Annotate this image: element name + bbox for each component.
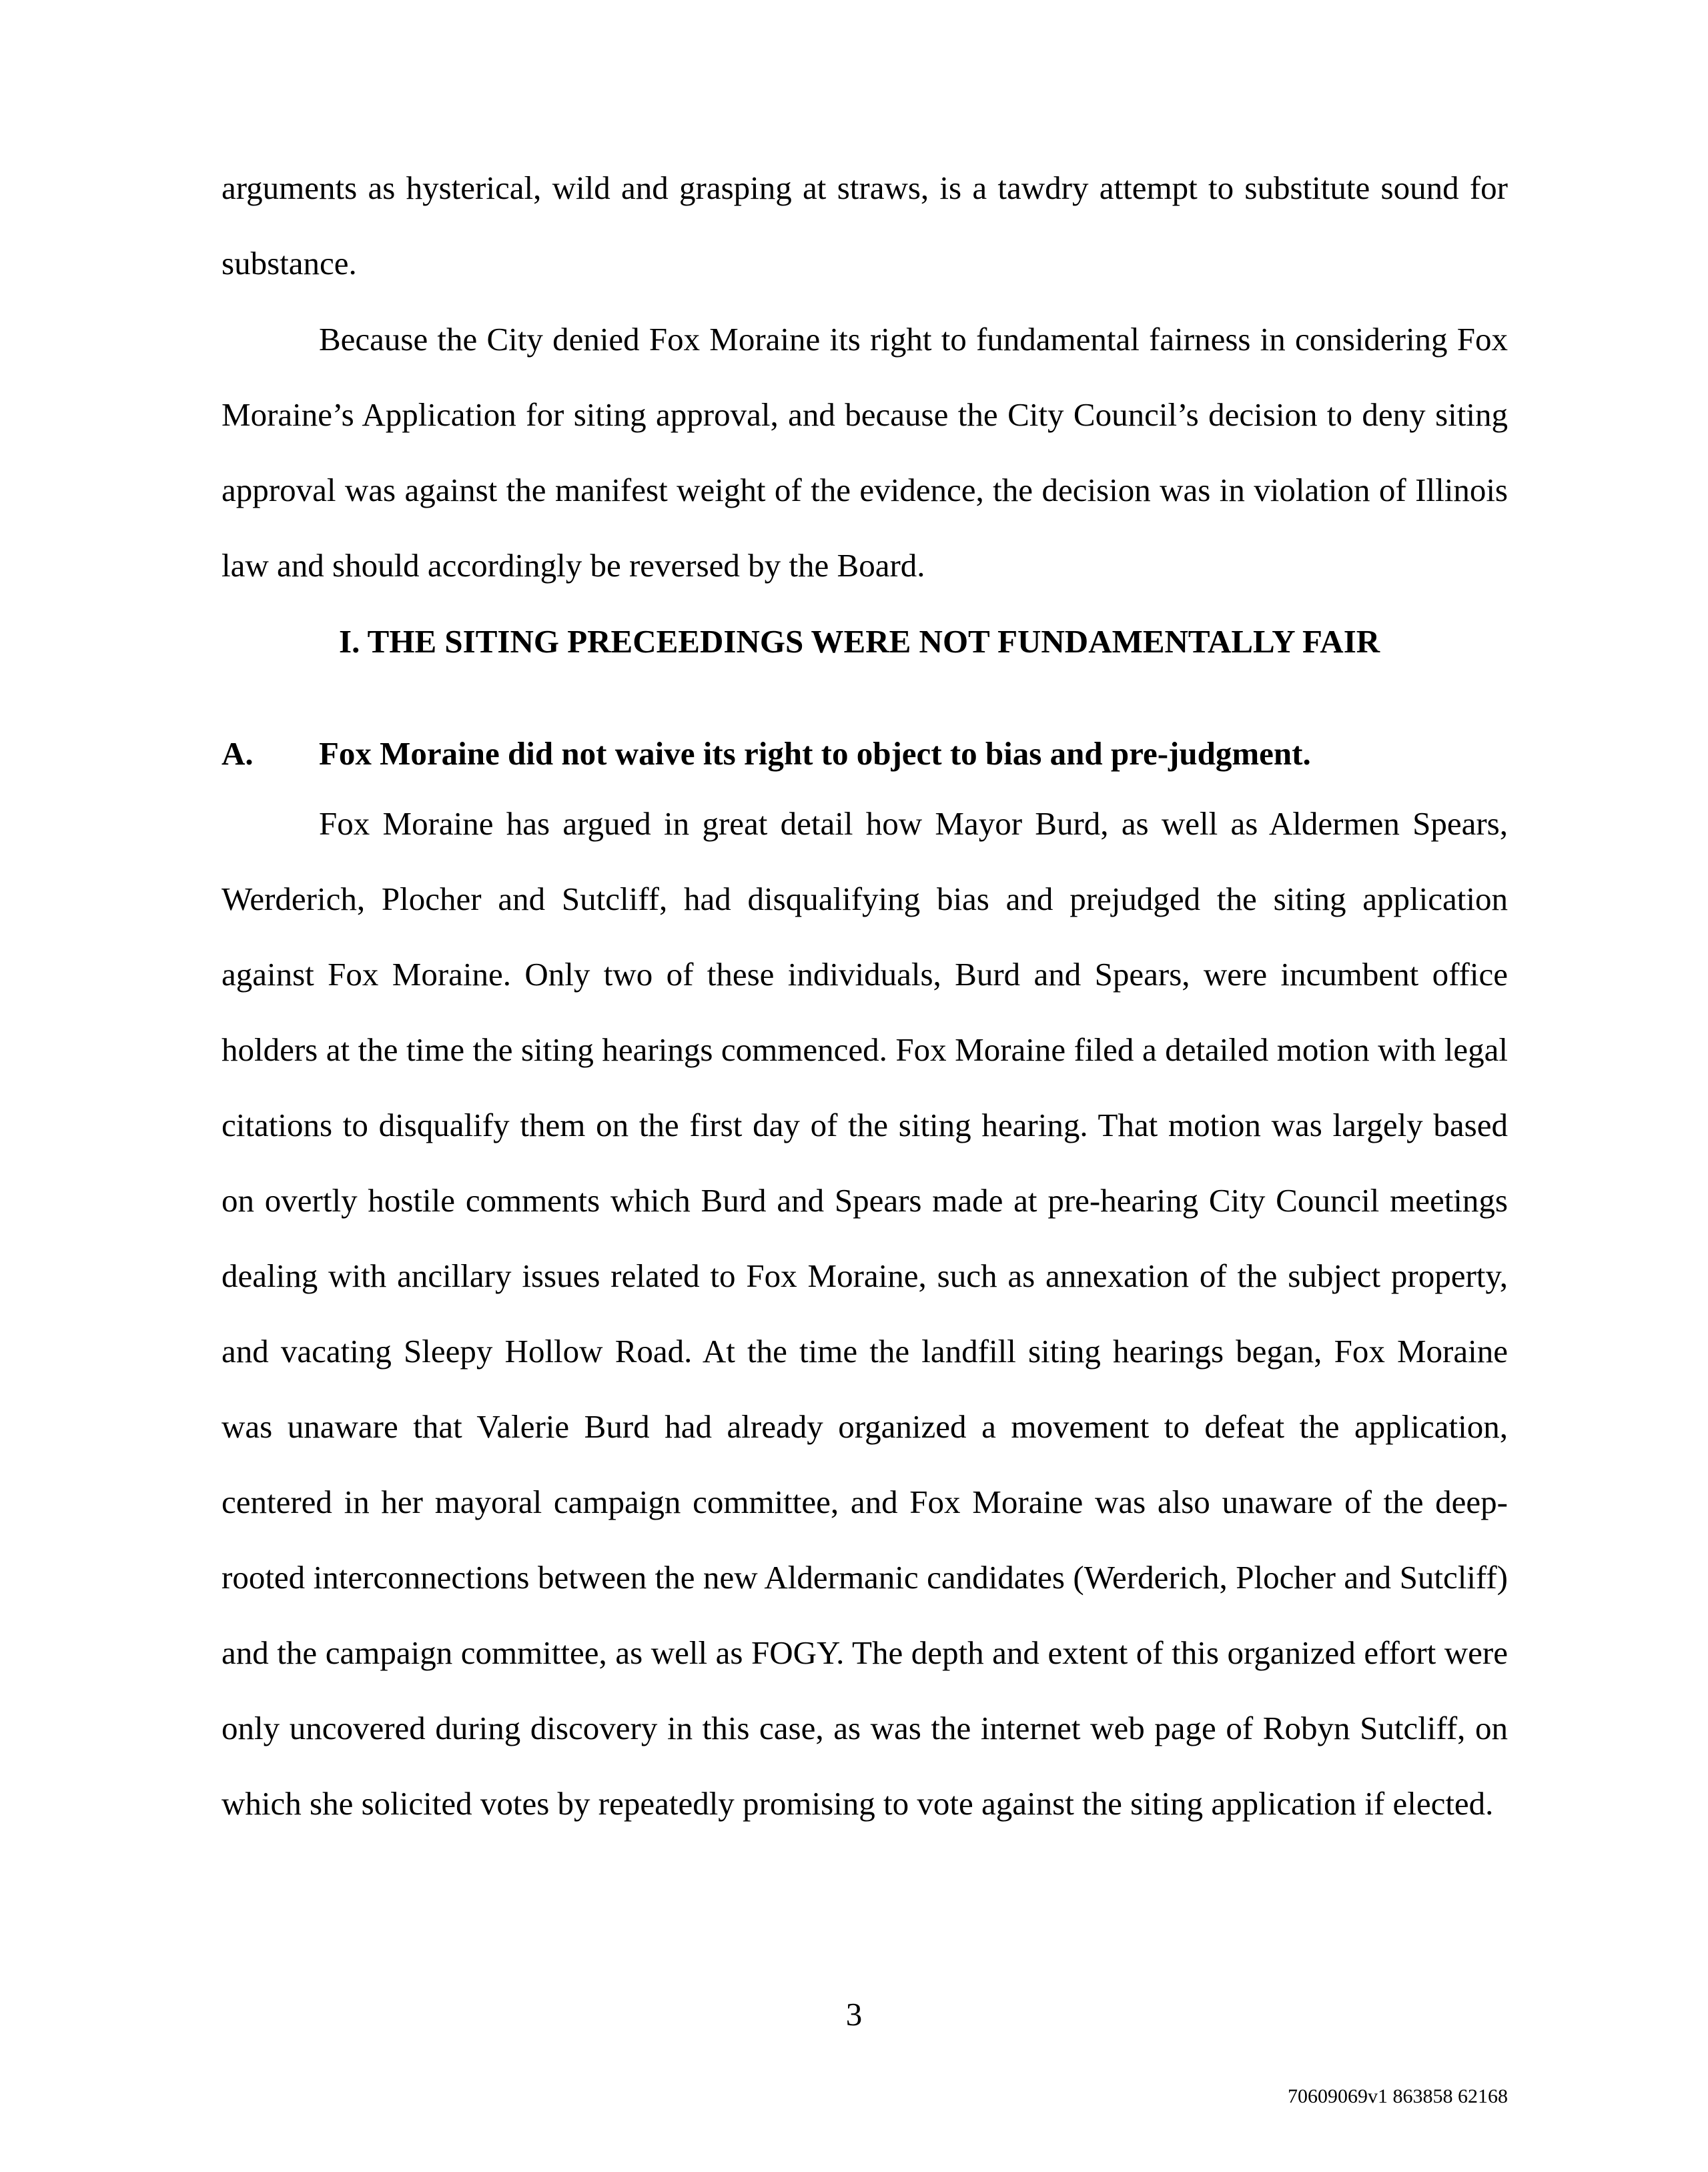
page-number: 3 [845,1996,863,2033]
paragraph-conclusion: Because the City denied Fox Moraine its right to fundamental fairness in considering Fox Moraine’s Application for siting approval, and because the City Council’s decision to deny siting approval was against the manifest weight of the evidence, the decision was in violation of Illinois law and should accordingly be reversed by the Board. [222,321,1508,584]
document-id: 70609069v1 863858 62168 [1288,2085,1508,2107]
paragraph-continuation: arguments as hysterical, wild and grasping at straws, is a tawdry attempt to substitute sound for substance. [222,169,1508,282]
subsection-label: A. [222,735,254,772]
subsection-heading-a [222,716,1508,791]
subsection-title: Fox Moraine did not waive its right to object to bias and pre-judgment. [319,735,1311,772]
paragraph-argument: Fox Moraine has argued in great detail how Mayor Burd, as well as Aldermen Spears, Werderich, Plocher and Sutcliff, had disqualifying bias and prejudged the siting application against Fox Moraine. Only two of these individuals, Burd and Spears, were incumbent office holders at the time the siting hearings commenced. Fox Moraine filed a detailed motion with legal citations to disqualify them on the first day of the siting hearing. That motion was largely based on overtly hostile comments which Burd and Spears made at pre-hearing City Council meetings dealing with ancillary issues related to Fox Moraine, such as annexation of the subject property, and vacating Sleepy Hollow Road. At the time the landfill siting hearings began, Fox Moraine was unaware that Valerie Burd had already organized a movement to defeat the application, centered in her mayoral campaign committee, and Fox Moraine was also unaware of the deep-rooted interconnections between the new Aldermanic candidates (Werderich, Plocher and Sutcliff) and the campaign committee, as well as FOGY. The depth and extent of this organized effort were only uncovered during discovery in this case, as was the internet web page of Robyn Sutcliff, on which she solicited votes by repeatedly promising to vote against the siting application if elected. [222,805,1508,1822]
section-heading-1: I. THE SITING PRECEEDINGS WERE NOT FUNDAMENTALLY FAIR [339,623,1380,660]
